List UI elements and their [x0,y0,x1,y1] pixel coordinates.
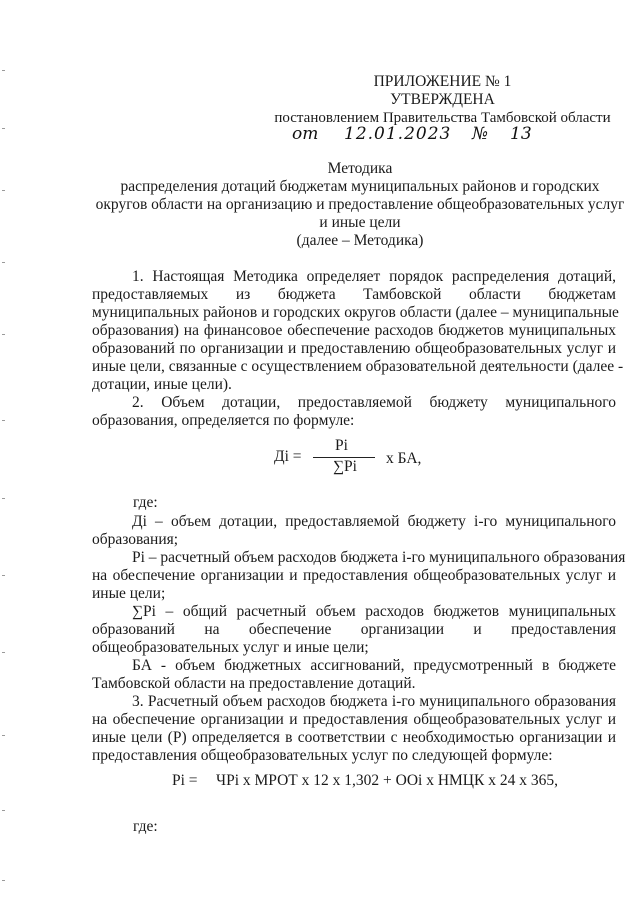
appendix-label: ПРИЛОЖЕНИЕ № 1 [373,73,512,90]
doc-title-line: округов области на организацию и предоставление общеобразовательных услуг [95,196,625,213]
scan-edge-marks [0,0,10,905]
definition-line: на обеспечение организации и предоставления общеобразовательных услуг и [92,567,616,584]
definition-line: образований на обеспечение организации и предоставления [92,621,616,638]
paragraph1-line: дотации, иные цели). [92,376,232,393]
doc-title-line: и иные цели [319,214,401,231]
formula1-rhs: x БА, [386,450,422,467]
where-label-2: где: [133,818,158,835]
definition-line: ∑Pi – общий расчетный объем расходов бюджетов муниципальных [132,603,616,620]
paragraph1-line: 1. Настоящая Методика определяет порядок распределения дотаций, [132,268,616,285]
definition-line: Pi – расчетный объем расходов бюджета i-го муниципального образования [132,549,626,566]
formula1-lhs: Дi = [274,448,302,465]
doc-title: Методика [327,160,393,177]
definition-line: Тамбовской области на предоставление дотаций. [92,675,416,692]
definition-line: образования; [92,531,179,548]
paragraph1-line: иные цели, связанные с осуществлением образовательной деятельности (далее - [92,358,624,375]
paragraph2-line: образования, определяется по формуле: [92,412,355,429]
formula1-denominator: ∑Pi [333,458,357,475]
definition-line: Дi – объем дотации, предоставляемой бюджету i-го муниципального [132,513,616,530]
handwritten-date-number [292,124,592,144]
paragraph3-line: предоставления общеобразовательных услуг по следующей формуле: [92,747,553,764]
where-label: где: [133,494,158,511]
paragraph1-line: предоставляемых из бюджета Тамбовской области бюджетам [92,286,616,303]
paragraph3-line: 3. Расчетный объем расходов бюджета i-го муниципального образования [132,693,616,710]
approved-by-label: постановлением Правительства Тамбовской области [274,110,611,126]
formula1-numerator: Pi [335,437,348,454]
formula2-lhs: Pi = [172,772,198,789]
definition-line: БА - объем бюджетных ассигнований, предусмотренный в бюджете [132,657,616,674]
handwritten-from: от [292,124,319,144]
doc-title-line: (далее – Методика) [296,232,424,249]
paragraph2-line: 2. Объем дотации, предоставляемой бюджету муниципального [132,394,616,411]
definition-line: иные цели; [92,585,166,602]
handwritten-number: 13 [510,124,532,144]
paragraph1-line: образований по организации и предоставлению общеобразовательных услуг и [92,340,616,357]
paragraph3-line: иные цели (P) определяется в соответствии с необходимостью организации и [92,729,616,746]
formula2-rhs: ЧPi x МРОТ x 12 x 1,302 + ООi x НМЦК x 24 x 365, [216,772,558,789]
definition-line: общеобразовательных услуг и иные цели; [92,639,369,656]
paragraph3-line: на обеспечение организации и предоставления общеобразовательных услуг и [92,711,616,728]
handwritten-date: 12.01.2023 [344,124,452,144]
paragraph1-line: муниципальных районов и городских округов области (далее – муниципальные [92,304,619,321]
handwritten-number-sign: № [472,124,489,144]
paragraph1-line: образования) на финансовое обеспечение расходов бюджетов муниципальных [92,322,616,339]
approved-label: УТВЕРЖДЕНА [390,91,495,108]
doc-title-line: распределения дотаций бюджетам муниципальных районов и городских [120,178,600,195]
